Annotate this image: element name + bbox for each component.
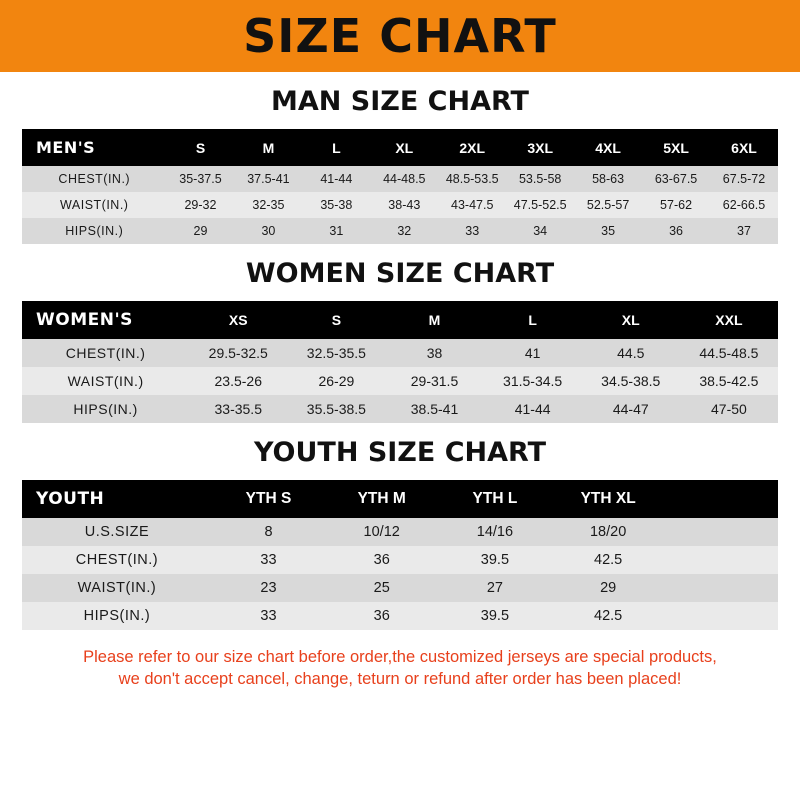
table-cell: 18/20	[589, 524, 627, 540]
table-cell: 27	[486, 580, 503, 596]
table-cell: 30	[261, 224, 276, 238]
table-cell: 44-48.5	[383, 172, 426, 186]
table-row	[22, 574, 778, 602]
men-col-l: L	[332, 139, 341, 156]
women-section-title: WOMEN SIZE CHART	[245, 258, 555, 289]
youth-col-m: YTH M	[357, 490, 406, 507]
table-cell: 25	[373, 580, 390, 596]
table-cell: 58-63	[592, 172, 625, 186]
table-cell-spacer	[665, 602, 778, 630]
page-title: SIZE CHART	[243, 9, 557, 63]
men-size-section	[22, 86, 778, 244]
youth-row-label-hips: HIPS(IN.)	[83, 608, 151, 624]
men-table-head	[22, 129, 778, 166]
table-cell: 53.5-58	[518, 172, 562, 186]
table-cell: 57-62	[660, 198, 693, 212]
women-col-xl: XL	[621, 312, 640, 328]
table-cell: 35-38	[320, 198, 353, 212]
table-cell: 41-44	[514, 401, 551, 417]
youth-size-table	[22, 480, 778, 630]
women-col-s: S	[331, 312, 342, 328]
table-cell: 35-37.5	[179, 172, 222, 186]
women-size-table	[22, 301, 778, 423]
table-cell: 35	[601, 224, 616, 238]
youth-col-l: YTH L	[472, 490, 518, 507]
table-cell: 52.5-57	[586, 198, 630, 212]
table-cell: 67.5-72	[722, 172, 766, 186]
men-row-label-hips: HIPS(IN.)	[65, 224, 124, 238]
table-cell: 47-50	[711, 401, 747, 417]
table-cell: 44-47	[612, 401, 649, 417]
youth-col-s: YTH S	[245, 490, 292, 507]
table-header-row	[22, 480, 778, 518]
youth-table-body	[22, 518, 778, 630]
table-row	[22, 218, 778, 244]
table-cell: 37	[737, 224, 751, 238]
table-cell: 47.5-52.5	[513, 198, 567, 212]
men-row-header-label: MEN'S	[36, 138, 96, 157]
table-cell: 34.5-38.5	[601, 373, 661, 389]
table-cell: 42.5	[594, 552, 623, 568]
women-row-label-hips: HIPS(IN.)	[73, 401, 138, 417]
women-table-head	[22, 301, 778, 339]
table-cell: 10/12	[363, 524, 400, 540]
youth-col-spacer	[665, 480, 778, 518]
men-section-title: MAN SIZE CHART	[271, 86, 529, 117]
table-cell: 26-29	[318, 373, 355, 389]
table-cell-spacer	[665, 546, 778, 574]
youth-row-header-label: YOUTH	[36, 489, 105, 509]
men-table-body	[22, 166, 778, 244]
table-cell: 34	[533, 224, 548, 238]
men-col-4xl: 4XL	[595, 139, 621, 156]
table-cell: 63-67.5	[654, 172, 698, 186]
table-cell: 31.5-34.5	[503, 373, 563, 389]
youth-section-title: YOUTH SIZE CHART	[253, 437, 547, 468]
table-cell: 31	[329, 224, 344, 238]
table-cell: 35.5-38.5	[306, 401, 366, 417]
table-row	[22, 166, 778, 192]
women-col-m: M	[428, 312, 441, 328]
table-cell: 33	[465, 224, 480, 238]
men-row-label-chest: CHEST(IN.)	[58, 172, 131, 186]
women-row-label-waist: WAIST(IN.)	[67, 373, 144, 389]
table-cell: 36	[373, 552, 390, 568]
chart-content	[0, 86, 800, 691]
women-table-body	[22, 339, 778, 423]
table-cell-spacer	[665, 518, 778, 546]
youth-row-label-ussize: U.S.SIZE	[84, 524, 150, 540]
men-col-m: M	[262, 139, 275, 156]
table-cell: 29	[193, 224, 208, 238]
men-col-s: S	[195, 139, 206, 156]
table-cell: 36	[669, 224, 683, 238]
footer-note-line-2: we don't accept cancel, change, teturn or refund after order has been placed!	[118, 670, 682, 689]
women-row-header-label: WOMEN'S	[36, 310, 133, 330]
women-row-label-chest: CHEST(IN.)	[65, 345, 146, 361]
youth-table-head	[22, 480, 778, 518]
men-col-xl: XL	[395, 139, 414, 156]
table-cell: 29-32	[184, 198, 217, 212]
header-banner	[0, 0, 800, 72]
men-row-label-waist: WAIST(IN.)	[60, 198, 129, 212]
table-cell: 14/16	[476, 524, 514, 540]
table-cell-spacer	[665, 574, 778, 602]
table-cell: 37.5-41	[247, 172, 290, 186]
youth-size-section	[22, 437, 778, 630]
table-cell: 33	[260, 608, 277, 624]
men-col-6xl: 6XL	[731, 139, 757, 156]
footer-note	[22, 646, 778, 691]
table-cell: 44.5-48.5	[699, 345, 759, 361]
table-cell: 38-43	[388, 198, 421, 212]
men-size-table	[22, 129, 778, 244]
table-cell: 38	[426, 345, 443, 361]
men-col-2xl: 2XL	[459, 139, 486, 156]
men-col-3xl: 3XL	[527, 139, 554, 156]
table-row	[22, 546, 778, 574]
youth-col-xl: YTH XL	[580, 490, 636, 507]
table-cell: 32-35	[252, 198, 285, 212]
women-col-xs: XS	[228, 312, 248, 328]
women-col-l: L	[528, 312, 537, 328]
table-cell: 41	[524, 345, 541, 361]
table-cell: 32	[397, 224, 412, 238]
women-col-xxl: XXL	[715, 312, 743, 328]
table-cell: 23	[260, 580, 277, 596]
table-cell: 39.5	[480, 608, 510, 624]
table-header-row	[22, 301, 778, 339]
youth-row-label-chest: CHEST(IN.)	[75, 552, 159, 568]
footer-note-line-1: Please refer to our size chart before order,the customized jerseys are special products,	[83, 648, 717, 666]
table-row	[22, 192, 778, 218]
table-cell: 43-47.5	[451, 198, 494, 212]
table-row	[22, 367, 778, 395]
table-cell: 29-31.5	[410, 373, 459, 389]
table-cell: 62-66.5	[722, 198, 766, 212]
women-size-section	[22, 258, 778, 423]
table-cell: 29.5-32.5	[208, 345, 268, 361]
table-cell: 39.5	[480, 552, 510, 568]
table-row	[22, 602, 778, 630]
table-cell: 44.5	[617, 345, 645, 361]
table-row	[22, 395, 778, 423]
table-cell: 29	[600, 580, 617, 596]
men-col-5xl: 5XL	[663, 139, 689, 156]
table-cell: 32.5-35.5	[306, 345, 366, 361]
table-cell: 8	[264, 524, 273, 540]
table-cell: 33-35.5	[214, 401, 262, 417]
table-cell: 36	[373, 608, 390, 624]
table-cell: 42.5	[594, 608, 623, 624]
table-cell: 33	[260, 552, 277, 568]
youth-row-label-waist: WAIST(IN.)	[77, 580, 157, 596]
table-cell: 23.5-26	[214, 373, 262, 389]
table-cell: 41-44	[320, 172, 353, 186]
table-header-row	[22, 129, 778, 166]
table-row	[22, 518, 778, 546]
table-cell: 38.5-42.5	[699, 373, 759, 389]
table-cell: 48.5-53.5	[445, 172, 499, 186]
table-row	[22, 339, 778, 367]
table-cell: 38.5-41	[410, 401, 459, 417]
